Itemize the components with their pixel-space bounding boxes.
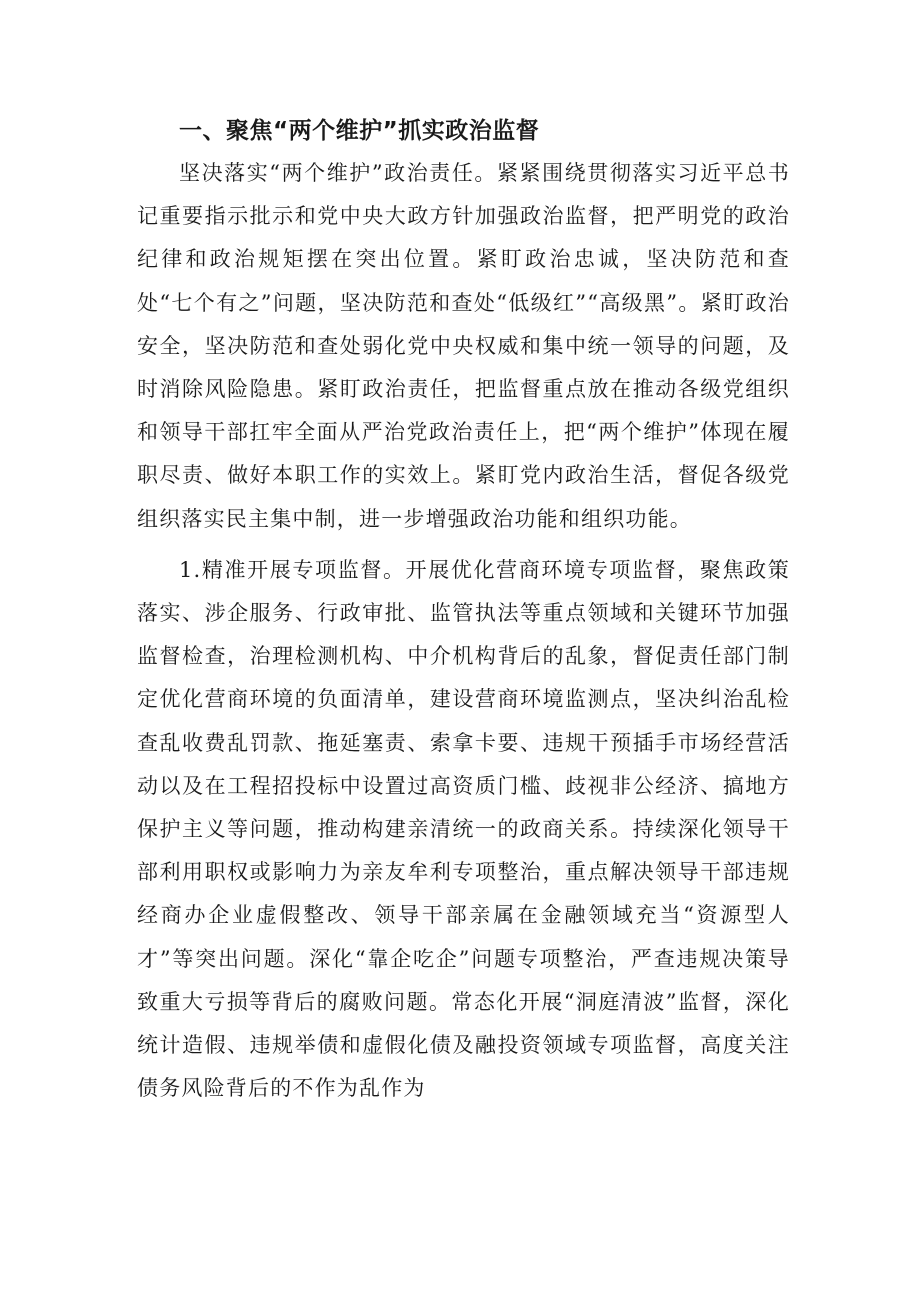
document-body <box>137 110 790 1110</box>
paragraph-political-responsibility: 坚决落实“两个维护”政治责任。紧紧围绕贯彻落实习近平总书记重要指示批示和党中央大政方针加强政治监督，把严明党的政治纪律和政治规矩摆在突出位置。紧盯政治忠诚，坚决防范和查处“七个有之”问题，坚决防范和查处“低级红”“高级黑”。紧盯政治安全，坚决防范和查处弱化党中央权威和集中统一领导的问题，及时消除风险隐患。紧盯政治责任，把监督重点放在推动各级党组织和领导干部扛牢全面从严治党政治责任上，把“两个维护”体现在履职尽责、做好本职工作的实效上。紧盯党内政治生活，督促各级党组织落实民主集中制，进一步增强政治功能和组织功能。 <box>137 161 790 531</box>
section-heading: 一、聚焦“两个维护”抓实政治监督 <box>179 118 540 144</box>
paragraph-special-supervision: 1.精准开展专项监督。开展优化营商环境专项监督，聚焦政策落实、涉企服务、行政审批、监管执法等重点领域和关键环节加强监督检查，治理检测机构、中介机构背后的乱象，督促责任部门制定优化营商环境的负面清单，建设营商环境监测点，坚决纠治乱检查乱收费乱罚款、拖延塞责、索拿卡要、违规干预插手市场经营活动以及在工程招投标中设置过高资质门槛、歧视非公经济、搞地方保护主义等问题，推动构建亲清统一的政商关系。持续深化领导干部利用职权或影响力为亲友牟利专项整治，重点解决领导干部违规经商办企业虚假整改、领导干部亲属在金融领域充当“资源型人才”等突出问题。深化“靠企吃企”问题专项整治，严查违规决策导致重大亏损等背后的腐败问题。常态化开展“洞庭清波”监督，深化统计造假、违规举债和虚假化债及融投资领域专项监督，高度关注债务风险背后的不作为乱作为 <box>137 557 790 1101</box>
